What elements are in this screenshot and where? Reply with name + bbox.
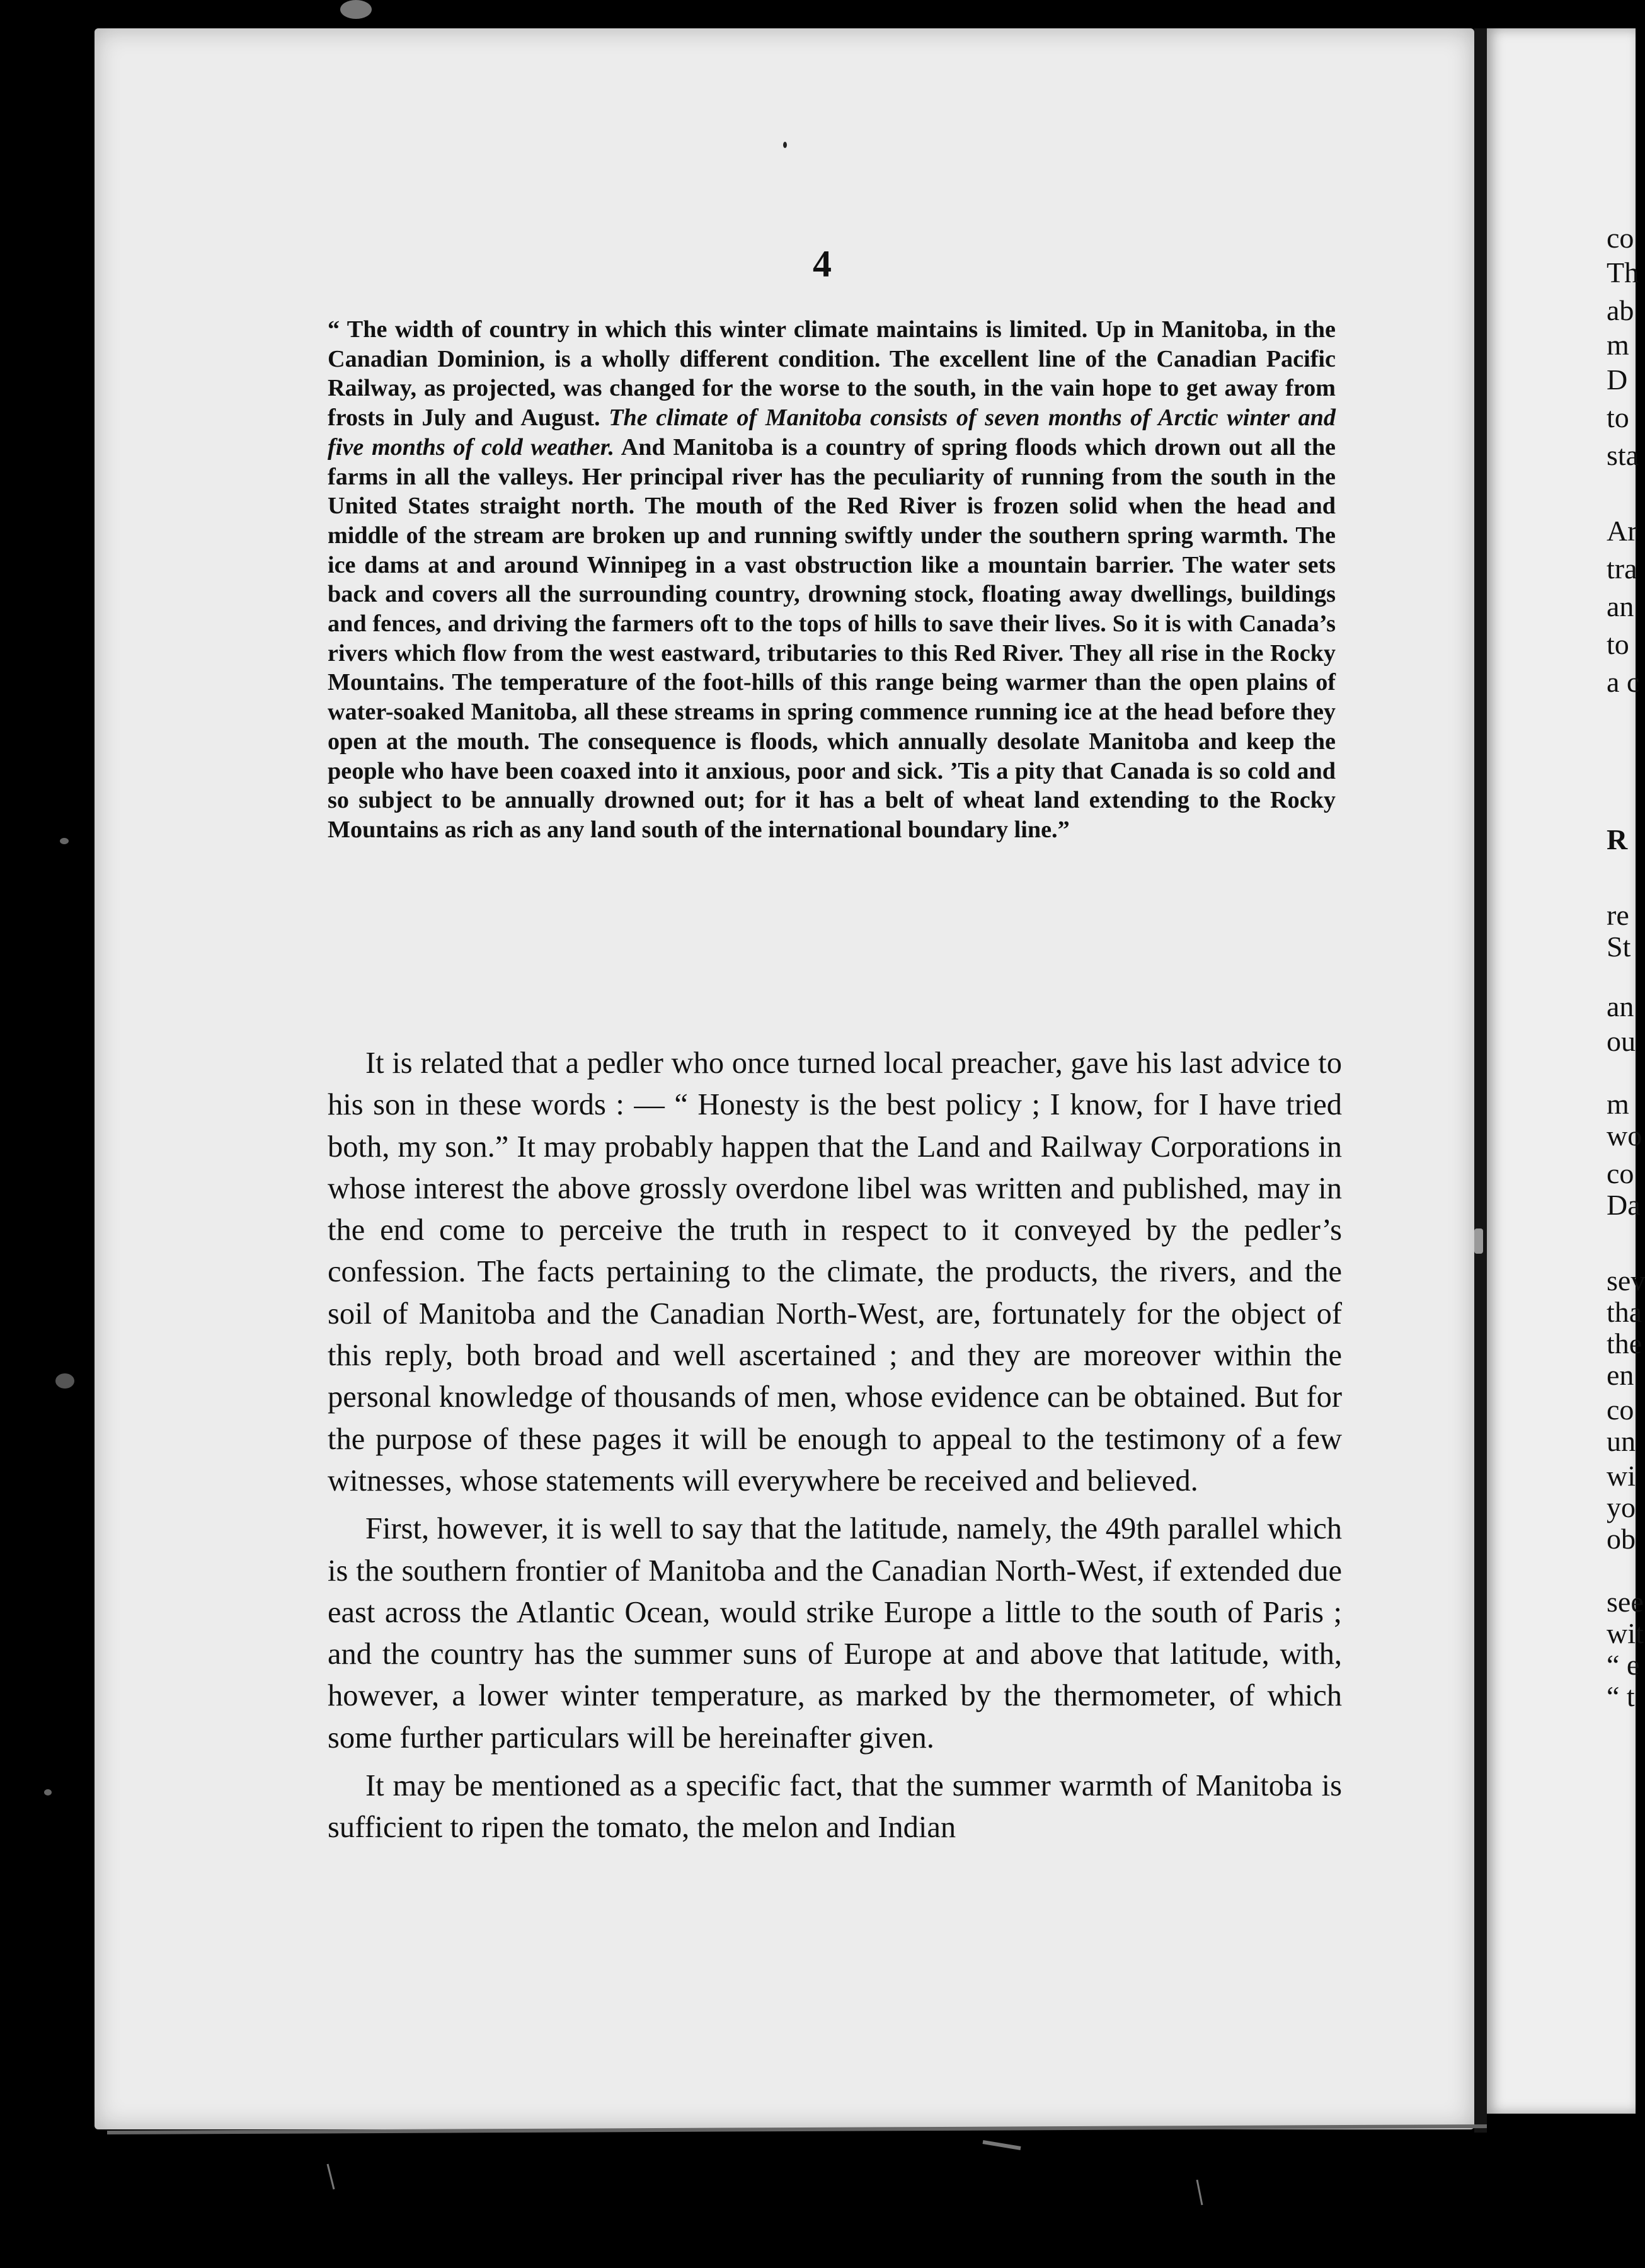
facing-page-fragment: the — [1607, 1327, 1642, 1360]
facing-page-fragment: “ e — [1607, 1649, 1640, 1681]
facing-page-fragment: R — [1607, 823, 1628, 856]
facing-page-fragment: to — [1607, 628, 1629, 660]
quote-paragraph — [328, 315, 1336, 845]
quote-italic-segment: The climate of Manitoba consists of seven months of Arctic winter and five months of cold weather. — [328, 404, 1336, 461]
scan-speck — [340, 0, 372, 19]
scan-speck — [55, 1373, 74, 1389]
facing-page-fragment: Th — [1607, 256, 1639, 289]
facing-page-fragment: en — [1607, 1359, 1634, 1391]
facing-page-fragment: co — [1607, 1157, 1634, 1189]
facing-page-fragment: un — [1607, 1425, 1636, 1457]
facing-page-fragment: sta — [1607, 439, 1639, 471]
quoted-passage — [328, 315, 1336, 845]
facing-page-fragment: ou — [1607, 1025, 1636, 1057]
facing-page-fragment: m — [1607, 1088, 1629, 1120]
facing-page-fragment: ab — [1607, 294, 1634, 326]
facing-page-fragment: m — [1607, 329, 1629, 361]
facing-page-fragment: an — [1607, 990, 1634, 1022]
facing-page-fragment: Da — [1607, 1189, 1641, 1221]
facing-page-fragment: St — [1607, 931, 1631, 963]
scan-edge-marks — [0, 2129, 1636, 2268]
facing-page-fragment: a c — [1607, 666, 1640, 698]
facing-page-fragment: wi — [1607, 1460, 1636, 1492]
facing-page-fragment: yo — [1607, 1491, 1636, 1523]
facing-page-fragment: sev — [1607, 1264, 1645, 1297]
body-paragraph-2: First, however, it is well to say that the latitude, namely, the 49th parallel which is the southern frontier of Manitoba and the Canadian North-West, if extended due east across the Atlantic Ocean, would strike Europe a little to the south of Paris ; and the country has the summer suns of Europe at and above that latitude, with, however, a lower winter temperature, as marked by the thermometer, of which some further particulars will be hereinafter given. — [328, 1512, 1342, 1755]
body-text — [328, 1043, 1342, 1855]
facing-page-fragment: an — [1607, 590, 1634, 622]
facing-page-fragment: “ t — [1607, 1680, 1635, 1712]
facing-page-fragment: co — [1607, 1394, 1634, 1426]
facing-page-fragment: wit — [1607, 1617, 1644, 1649]
body-paragraph-3: It may be mentioned as a specific fact, that the summer warmth of Manitoba is sufficient to ripen the tomato, the melon and Indian — [328, 1769, 1342, 1845]
scan-speck — [783, 142, 787, 148]
scan-speck — [1474, 1228, 1483, 1254]
facing-page-fragment: co — [1607, 222, 1634, 254]
facing-page-fragment: wo — [1607, 1120, 1642, 1152]
page-number: 4 — [813, 243, 832, 285]
quote-segment: “ The width of country in which this winter climate maintains is limited. Up in Manitoba, in the Canadian Dominion, is a wholly different condition. The excellent line of the Canadian Pacific Railway, as projected, was changed for the worse to the south, in the vain hope to get away from frosts in July and August. — [328, 316, 1336, 432]
scan-speck — [44, 1789, 52, 1796]
facing-page-fragment: ob — [1607, 1523, 1636, 1555]
book-gutter — [1474, 28, 1487, 2133]
facing-page-fragment: Ar — [1607, 515, 1637, 547]
facing-page-fragment: re — [1607, 899, 1629, 931]
body-paragraph-1: It is related that a pedler who once turned local preacher, gave his last advice to his son in these words : — “ Honesty is the best policy ; I know, for I have tried both, my son.” It may probably happen that the Land and Railway Corporations in whose interest the above grossly overdone libel was written and published, may in the end come to perceive the truth in respect to it conveyed by the pedler’s confession. The facts pertaining to the climate, the products, the rivers, and the soil of Manitoba and the Canadian North-West, are, fortunately for the object of this reply, both broad and well ascertained ; and they are moreover within the personal knowledge of thousands of men, whose evidence can be obtained. But for the purpose of these pages it will be enough to appeal to the testimony of a few witnesses, whose statements will everywhere be received and believed. — [328, 1046, 1342, 1498]
facing-page — [1487, 28, 1645, 2114]
facing-page-fragment: to — [1607, 401, 1629, 433]
facing-page-fragment: tra — [1607, 553, 1637, 585]
scan-speck — [60, 838, 69, 844]
facing-page-fragment: tha — [1607, 1296, 1642, 1328]
facing-page-fragment: see — [1607, 1586, 1644, 1618]
quote-segment: And Manitoba is a country of spring floods which drown out all the farms in all the valleys. Her principal river has the peculiarity of running from the south in the United States straight north. The mouth of the Red River is frozen solid when the head and middle of the stream are broken up and running swiftly under the southern spring warmth. The ice dams at and around Winnipeg in a vast obstruction like a mountain barrier. The water sets back and covers all the surrounding country, drowning stock, floating away dwellings, buildings and fences, and driving the farmers oft to the tops of hills to save their lives. So it is with Canada’s rivers which flow from the west eastward, tributaries to this Red River. They all rise in the Rocky Mountains. The temperature of the foot-hills of this range being warmer than the open plains of water-soaked Manitoba, all these streams in spring commence running ice at the head before they open at the mouth. The consequence is floods, which annually desolate Manitoba and keep the people who have been coaxed into it anxious, poor and sick. ’Tis a pity that Canada is so cold and so subject to be annually drowned out; for it has a belt of wheat land extending to the Rocky Mountains as rich as any land south of the international boundary line.” — [328, 433, 1336, 843]
facing-page-fragment: D — [1607, 364, 1628, 396]
